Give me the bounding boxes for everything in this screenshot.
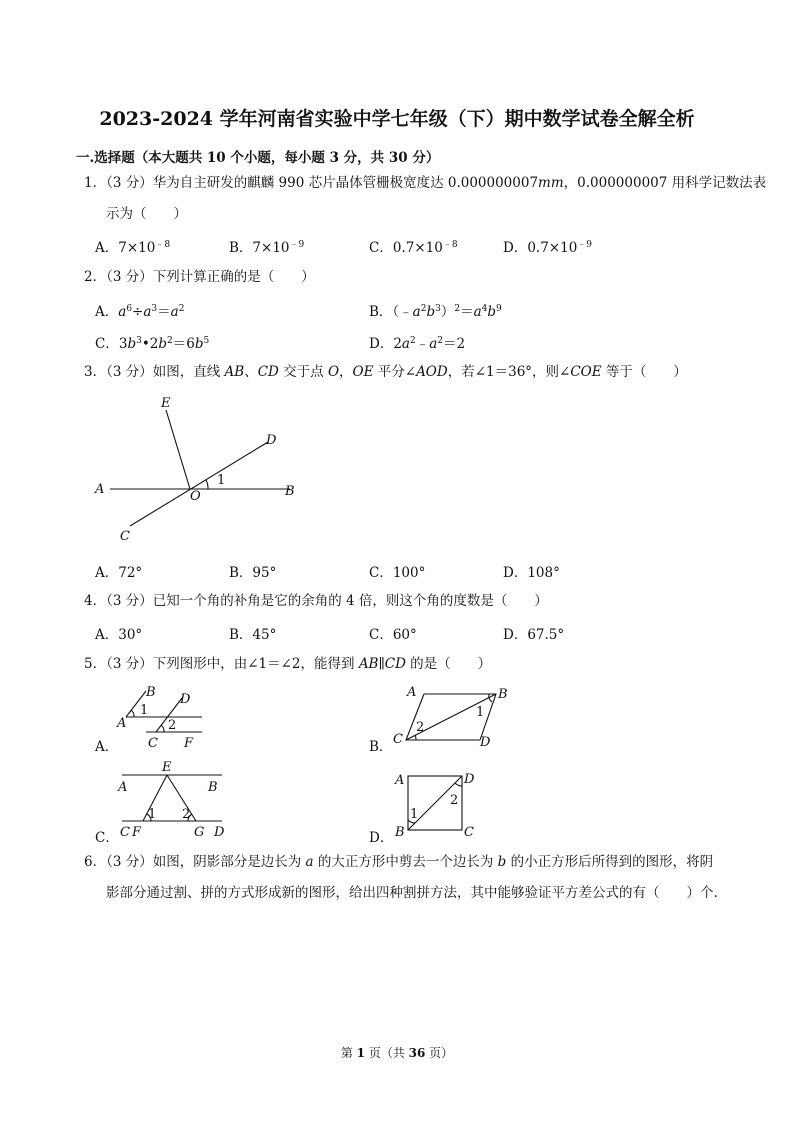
fig-a-label-1: 1 bbox=[140, 703, 149, 718]
label-angle-1: 1 bbox=[217, 473, 226, 488]
fig-c-label-c: C bbox=[120, 825, 130, 840]
q4-option-b: B．45° bbox=[229, 627, 277, 643]
fig-d-label-c: C bbox=[464, 825, 474, 840]
fig-c-label-a: A bbox=[118, 780, 128, 795]
q6-stem-line1: 6．（3 分）如图，阴影部分是边长为 a 的大正方形中剪去一个边长为 b 的小正方形后所得到的图形，将阴 bbox=[84, 854, 714, 870]
fig-c-label-1: 1 bbox=[148, 807, 157, 822]
fig-a-label-2: 2 bbox=[168, 718, 177, 733]
line-cd bbox=[130, 442, 268, 526]
q1-option-b: B．$7\times 10^{﹣9}$ bbox=[229, 240, 305, 256]
fig-b-label-b: B bbox=[498, 687, 508, 702]
fig-a-label-c: C bbox=[148, 736, 158, 751]
label-o: O bbox=[190, 489, 201, 504]
q2-option-d: D．$2a^2﹣a^2=2$ bbox=[369, 336, 466, 352]
fig-c-label-b: B bbox=[208, 780, 218, 795]
fig-a-label-b: B bbox=[146, 685, 156, 700]
angle-1-arc bbox=[489, 694, 492, 702]
fig-a-label-d: D bbox=[180, 692, 191, 707]
fig-b-label-a: A bbox=[407, 685, 417, 700]
label-b: B bbox=[285, 484, 295, 499]
q3-option-a: A．72° bbox=[95, 565, 143, 581]
q1-stem-line2: 示为（ ） bbox=[106, 206, 187, 222]
q1-option-d: D．$0.7\times 10^{﹣9}$ bbox=[503, 240, 593, 256]
q5-option-d-label: D． bbox=[369, 830, 394, 846]
fig-b-label-d: D bbox=[480, 735, 491, 750]
page-title: 2023-2024 学年河南省实验中学七年级（下）期中数学试卷全解全析 bbox=[99, 108, 695, 130]
q5-figure-b bbox=[388, 680, 528, 752]
label-e: E bbox=[161, 396, 171, 411]
q4-option-d: D．67.5° bbox=[503, 627, 565, 643]
q3-stem: 3．（3 分）如图，直线 AB、CD 交于点 O，OE 平分∠AOD，若∠1＝36°，则∠COE 等于（ ） bbox=[84, 364, 687, 380]
fig-a-label-a: A bbox=[117, 716, 127, 731]
fig-b-label-2: 2 bbox=[416, 720, 425, 735]
q5-option-a-label: A． bbox=[95, 739, 119, 755]
q5-figure-d bbox=[390, 768, 490, 844]
q2-option-a: A．$a^6\div a^3=a^2$ bbox=[95, 304, 185, 320]
q3-option-c: C．100° bbox=[369, 565, 426, 581]
q3-figure bbox=[90, 390, 320, 550]
q2-option-c: C．$3b^3•2b^2=6b^5$ bbox=[95, 336, 210, 352]
q6-stem-line2: 影部分通过割、拼的方式形成新的图形，给出四种割拼方法，其中能够验证平方差公式的有（ ）个. bbox=[106, 885, 718, 901]
fig-c-label-e: E bbox=[162, 760, 172, 775]
q5-figure-c bbox=[112, 757, 242, 843]
q5-option-b-label: B． bbox=[369, 739, 393, 755]
q1-option-a: A．$7\times 10^{﹣8}$ bbox=[95, 240, 171, 256]
angle-2-arc bbox=[415, 735, 416, 740]
angle-1-arc bbox=[206, 480, 208, 489]
angle-2-arc bbox=[455, 783, 462, 786]
q5-option-c-label: C． bbox=[95, 830, 119, 846]
angle-1-arc bbox=[131, 710, 134, 717]
fig-d-label-b: B bbox=[395, 825, 405, 840]
q3-option-b: B．95° bbox=[229, 565, 277, 581]
fig-b-label-1: 1 bbox=[476, 705, 485, 720]
fig-c-label-f: F bbox=[132, 825, 142, 840]
q2-stem: 2．（3 分）下列计算正确的是（ ） bbox=[84, 269, 315, 285]
label-c: C bbox=[120, 529, 130, 544]
q4-option-c: C．60° bbox=[369, 627, 417, 643]
page-footer: 第 1 页（共 36 页） bbox=[340, 1046, 454, 1060]
fig-c-label-g: G bbox=[194, 825, 205, 840]
fig-c-label-2: 2 bbox=[182, 807, 191, 822]
q5-figure-a bbox=[112, 683, 222, 753]
fig-d-label-a: A bbox=[395, 773, 405, 788]
q1-stem-line1: 1．（3 分）华为自主研发的麒麟 990 芯片晶体管栅极宽度达 0.000000007mm，0.000000007 用科学记数法表 bbox=[84, 175, 767, 191]
label-a: A bbox=[95, 482, 105, 497]
q1-option-c: C．$0.7\times 10^{﹣8}$ bbox=[369, 240, 458, 256]
q4-stem: 4．（3 分）已知一个角的补角是它的余角的 4 倍，则这个角的度数是（ ） bbox=[84, 593, 548, 609]
fig-c-label-d: D bbox=[214, 825, 225, 840]
q5-stem: 5．（3 分）下列图形中，由∠1＝∠2，能得到 AB∥CD 的是（ ） bbox=[84, 656, 492, 672]
fig-d-label-2: 2 bbox=[450, 793, 459, 808]
q3-option-d: D．108° bbox=[503, 565, 560, 581]
fig-b-label-c: C bbox=[393, 732, 403, 747]
fig-d-label-1: 1 bbox=[410, 807, 419, 822]
section-heading: 一.选择题（本大题共 10 个小题，每小题 3 分，共 30 分） bbox=[76, 150, 440, 166]
fig-a-label-f: F bbox=[184, 736, 194, 751]
fig-d-label-d: D bbox=[464, 772, 475, 787]
angle-2-arc bbox=[161, 725, 164, 732]
label-d: D bbox=[266, 433, 277, 448]
ray-oe bbox=[166, 410, 190, 489]
q2-option-b: B．$(﹣a^2b^3)^2=a^4b^9$ bbox=[369, 304, 502, 320]
q4-option-a: A．30° bbox=[95, 627, 143, 643]
